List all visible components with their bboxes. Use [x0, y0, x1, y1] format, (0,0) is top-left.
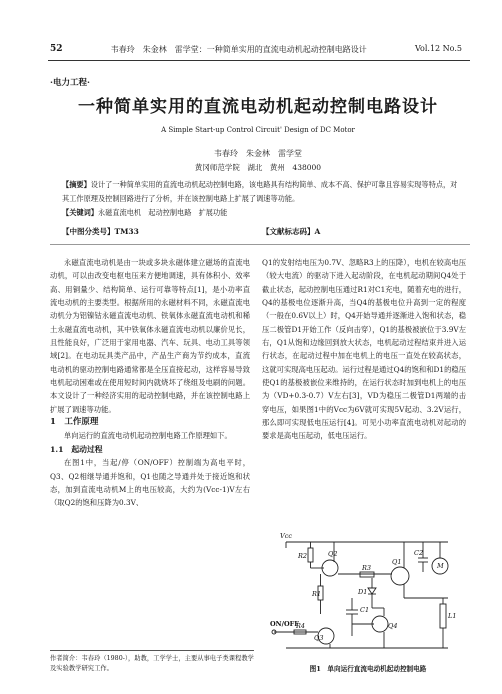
transistor-q4	[372, 616, 388, 632]
keywords-text: 永磁直流电机 起动控制电路 扩展功能	[97, 208, 228, 217]
volume-label: Vol.12 No.5	[415, 44, 462, 53]
left-column	[50, 256, 250, 510]
label-c2: C2	[414, 549, 424, 557]
keywords-label: 【关键词】	[62, 208, 98, 217]
abstract-block	[62, 178, 462, 220]
right-column-paragraph: Q1的发射结电压为0.7V、忽略R3上的压降），电机在较高电压（较大电流）的驱动下进入起动阶段，在电机起动期间Q4处于截止状态，起动控制电压通过R1对C1充电，随着充电的进行，Q4的基极电位逐渐升高，当Q4的基极电位升高到一定的程度（一般在0.6V以上）时，Q4开始导通并逐渐进入饱和状态，稳压二极管D1开始工作（反向击穿），Q1的基极被嵌位于3.9V左右，Q1从饱和边缘回到放大状态，电机起动过程结束并进入运行状态，在起动过程中加在电机上的电压一直处在较高状态，这就可实现高电压起动。运行过程是通过Q4的饱和和D1的稳压使Q1的基极被嵌位来维持的，在运行状态时加到电机上的电压为（VD+0.3-0.7）V左右[3]，VD为稳压二极管D1两端的击穿电压，如果图1中的Vcc为6V就可实现5V起动、3.2V运行，那么即可实现低电压运行[4]。可见小功率直流电动机对起动的要求是高电压起动，低电压运行。	[262, 258, 466, 441]
label-motor: M	[437, 562, 444, 570]
intro-paragraph: 永磁直流电动机是由一块或多块永磁体建立磁场的直流电动机，可以由改变电枢电压来方便地调速，具有体积小、效率高、用铜量少、结构简单、运行可靠等特点[1]，是小功率直流电动机的主要类型。根据所用的永磁材料不同，永磁直流电动机分为铝镍钴永磁直流电动机、铁氧体永磁直流电动机和稀土永磁直流电动机，其中铁氧体永磁直流电动机以廉价见长，且性能良好，广泛用于家用电器、汽车、玩具、电动工具等领域[2]。在电动玩具类产品中，产品生产商为节约成本，直流电动机的驱动控制电路通常都是全压直接起动，这样容易导致电机起动困难或在使用短时间内就烧坏了绕组及电刷的问题。本文设计了一种经济实用的起动控制电路，并在该控制电路上扩展了调速等功能。	[50, 258, 250, 414]
running-header	[50, 44, 462, 55]
label-q1: Q1	[392, 558, 402, 566]
label-d1: D1	[358, 588, 368, 596]
subsection-1-1-paragraph: 在图1中，当起/停（ON/OFF）控制端为高电平时，Q3、Q2相继导通并饱和，Q1也随之导通并处于接近饱和状态，加到直流电动机M上的电压较高，大约为(Vcc-1)V左右（取Q2的饱和压降为0.3V、	[50, 458, 250, 508]
classification-row	[62, 226, 462, 237]
subsection-heading-1-1: 1.1 起动过程	[50, 444, 103, 454]
label-r3: R3	[362, 564, 372, 572]
section-heading-1: 1 工作原理	[50, 417, 99, 428]
section-label: ·电力工程·	[50, 78, 90, 88]
transistor-q2	[322, 560, 338, 576]
paper-title: 一种简单实用的直流电动机起动控制电路设计	[78, 97, 438, 117]
page-number: 52	[50, 44, 63, 54]
affiliation: 黄冈师范学院 湖北 黄州 438000	[194, 163, 322, 172]
inductor-l1	[440, 604, 446, 628]
circuit-diagram	[268, 528, 464, 658]
running-title: 韦春玲 朱金林 雷学堂：一种简单实用的直流电动机起动控制电路设计	[110, 45, 367, 54]
zener-diode-d1	[368, 588, 376, 594]
label-r4: R4	[296, 622, 306, 630]
resistor-r2	[308, 548, 313, 562]
authors: 韦春玲 朱金林 雷学堂	[214, 149, 302, 158]
label-l1: L1	[448, 612, 457, 620]
label-vcc: Vcc	[280, 532, 292, 540]
label-q2: Q2	[328, 550, 338, 558]
abstract-text: 设计了一种简单实用的直流电动机起动控制电路，该电路具有结构简单、成本不高、保护可靠且容易实现等特点，对其工作原理及控制回路进行了分析，并在该控制电路上扩展了调速等功能。	[62, 180, 458, 203]
clc-number: 【中图分类号】TM33	[62, 227, 139, 236]
author-footnote: 作者简介：韦春玲（1980-），助教，工学学士，主要从事电子类课程教学及实验教学研究工作。	[50, 650, 254, 674]
label-q3: Q3	[314, 634, 324, 642]
figure-caption: 图1 单向运行直流电动机起动控制电路	[309, 665, 427, 673]
document-code: 【文献标志码】A	[262, 227, 321, 236]
right-column	[262, 256, 466, 443]
header-rule	[48, 60, 470, 61]
label-q4: Q4	[388, 622, 398, 630]
resistor-r3	[360, 572, 374, 577]
label-c1: C1	[360, 606, 370, 614]
abstract-label: 【摘要】	[62, 180, 91, 189]
section-1-paragraph: 单向运行的直流电动机起动控制电路工作原理如下。	[64, 431, 232, 441]
label-onoff: ON/OFF	[270, 620, 299, 628]
transistor-q1	[391, 567, 409, 585]
label-r1: R1	[312, 590, 322, 598]
label-r2: R2	[298, 552, 308, 560]
abstract-rule	[50, 244, 470, 245]
english-title: A Simple Start-up Control Circuit' Design of DC Motor	[161, 126, 355, 134]
